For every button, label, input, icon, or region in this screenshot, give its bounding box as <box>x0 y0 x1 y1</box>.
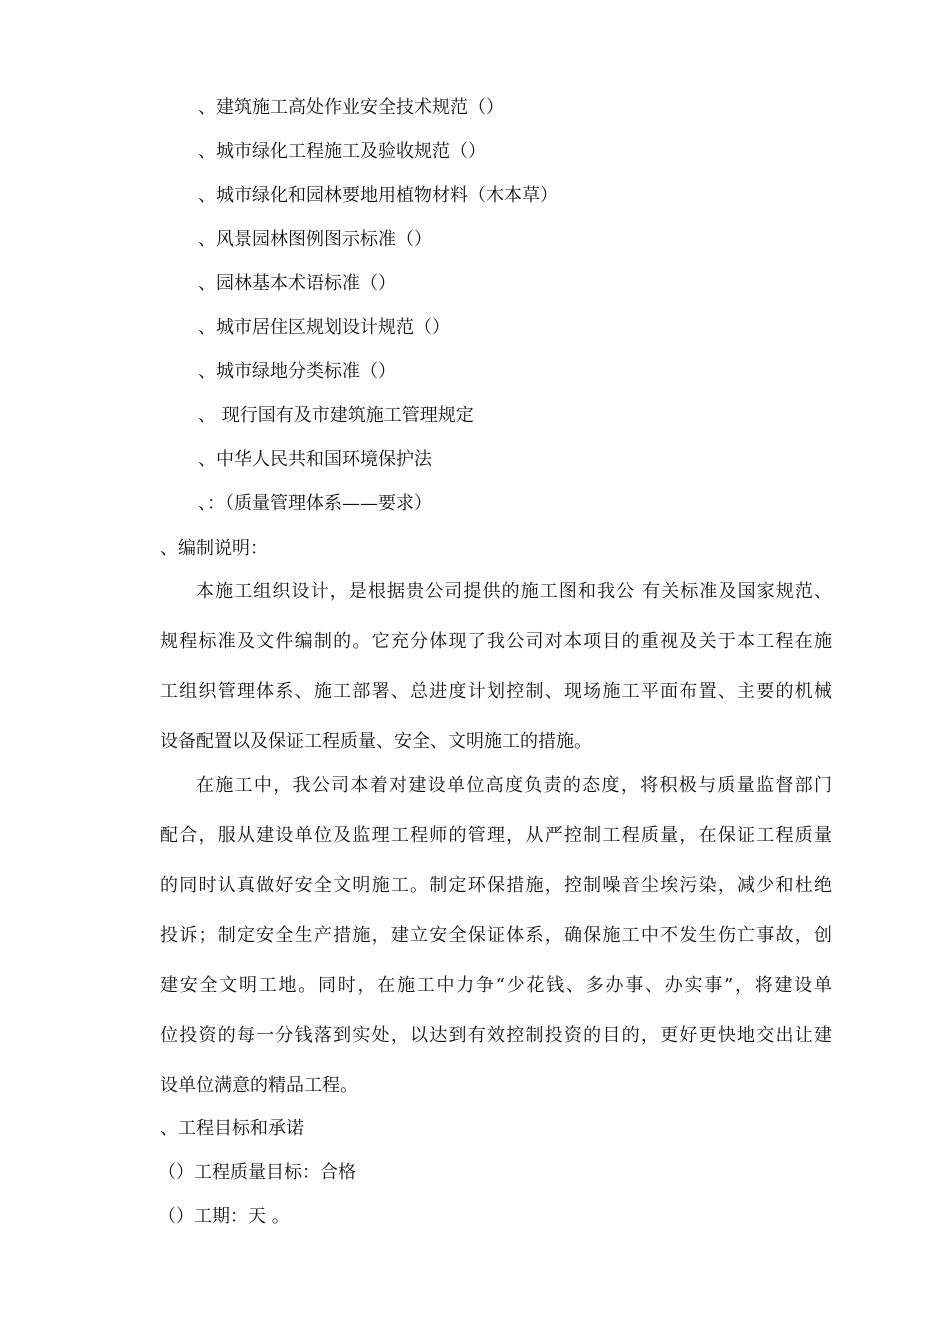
section-heading-goals: 、工程目标和承诺 <box>160 1118 304 1139</box>
reference-item-2: 、城市绿化工程施工及验收规范（） <box>198 141 486 162</box>
paragraph-line: 的同时认真做好安全文明施工。制定环保措施，控制噪音尘埃污染，减少和杜绝 <box>160 875 832 896</box>
paragraph-line: 规程标准及文件编制的。它充分体现了我公司对本项目的重视及关于本工程在施 <box>160 631 832 652</box>
paragraph-line: 投诉；制定安全生产措施，建立安全保证体系，确保施工中不发生伤亡事故，创 <box>160 925 832 946</box>
goal-item-duration: （）工期：天 。 <box>158 1206 290 1227</box>
paragraph-line: 本施工组织设计，是根据贵公司提供的施工图和我公 有关标准及国家规范、 <box>196 581 832 602</box>
reference-item-6: 、城市居住区规划设计规范（） <box>198 317 450 338</box>
paragraph-line: 位投资的每一分钱落到实处，以达到有效控制投资的目的，更好更快地交出让建 <box>160 1025 832 1046</box>
reference-item-4: 、风景园林图例图示标准（） <box>198 229 432 250</box>
section-heading-compile: 、编制说明： <box>160 538 268 559</box>
paragraph-line: 配合，服从建设单位及监理工程师的管理，从严控制工程质量，在保证工程质量 <box>160 825 832 846</box>
reference-item-10: 、：（质量管理体系——要求） <box>198 493 432 514</box>
paragraph-line: 工组织管理体系、施工部署、总进度计划控制、现场施工平面布置、主要的机械 <box>160 681 832 702</box>
paragraph-line: 设单位满意的精品工程。 <box>160 1075 358 1096</box>
paragraph-line: 建安全文明工地。同时，在施工中力争“少花钱、多办事、办实事”，将建设单 <box>160 975 832 996</box>
reference-item-9: 、中华人民共和国环境保护法 <box>198 449 432 470</box>
paragraph-line: 设备配置以及保证工程质量、安全、文明施工的措施。 <box>160 731 592 752</box>
reference-item-8: 、 现行国有及市建筑施工管理规定 <box>198 405 474 426</box>
reference-item-7: 、城市绿地分类标准（） <box>198 361 396 382</box>
reference-item-3: 、城市绿化和园林要地用植物材料（木本草） <box>198 185 558 206</box>
reference-item-5: 、园林基本术语标准（） <box>198 273 396 294</box>
goal-item-quality: （）工程质量目标：合格 <box>158 1162 356 1183</box>
reference-item-1: 、建筑施工高处作业安全技术规范（） <box>198 97 504 118</box>
paragraph-line: 在施工中，我公司本着对建设单位高度负责的态度，将积极与质量监督部门 <box>196 775 832 796</box>
